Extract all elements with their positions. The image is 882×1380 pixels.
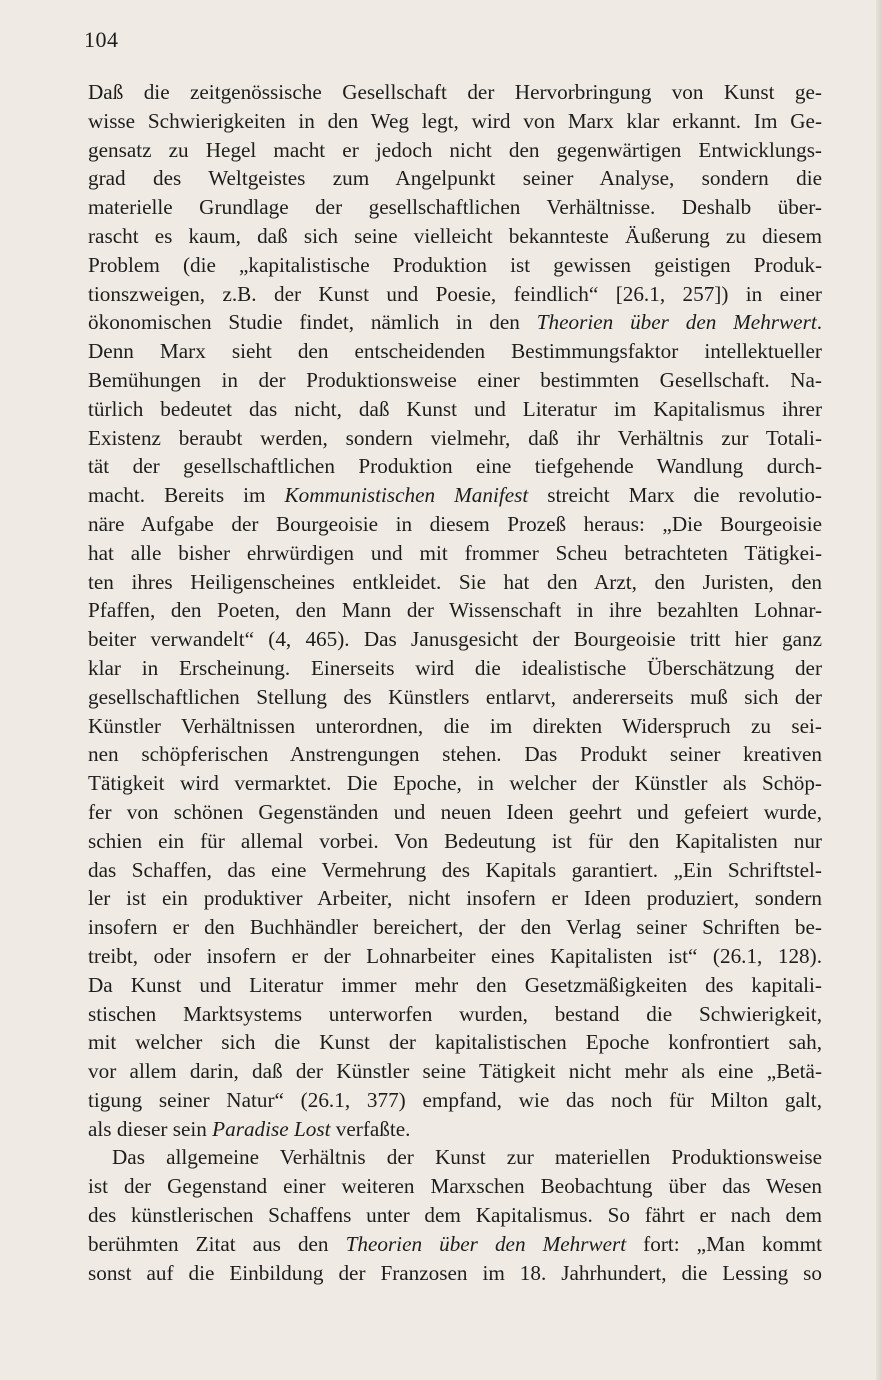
text-line: tigung seiner Natur“ (26.1, 377) empfand, wie das noch für Milton galt, — [88, 1087, 822, 1112]
text-run: streicht Marx die revolutio- — [528, 483, 822, 508]
text-line: türlich bedeutet das nicht, daß Kunst und Literatur im Kapitalismus ihrer — [88, 396, 822, 421]
book-title: Paradise Lost — [212, 1116, 331, 1141]
text-line: das Schaffen, das eine Vermehrung des Kapitals garantiert. „Ein Schriftstel- — [88, 857, 822, 882]
text-line: wisse Schwierigkeiten in den Weg legt, wird von Marx klar erkannt. Im Ge- — [88, 108, 822, 133]
text-line: klar in Erscheinung. Einerseits wird die idealistische Überschätzung der — [88, 655, 822, 680]
text-run: berühmten Zitat aus den — [88, 1231, 346, 1256]
text-line — [88, 1230, 822, 1259]
text-run: fort: „Man kommt — [626, 1231, 822, 1256]
paragraph-2 — [88, 1143, 822, 1287]
text-line: rascht es kaum, daß sich seine vielleicht bekannteste Äußerung zu diesem — [88, 223, 822, 248]
text-line: Problem (die „kapitalistische Produktion ist gewissen geistigen Produk- — [88, 252, 822, 277]
text-line: fer von schönen Gegenständen und neuen Ideen geehrt und gefeiert wurde, — [88, 799, 822, 824]
text-line: sonst auf die Einbildung der Franzosen im 18. Jahrhundert, die Lessing so — [88, 1260, 822, 1285]
text-line: treibt, oder insofern er der Lohnarbeiter eines Kapitalisten ist“ (26.1, 128). — [88, 943, 822, 968]
text-line: Denn Marx sieht den entscheidenden Bestimmungsfaktor intellektueller — [88, 339, 822, 364]
text-line: materielle Grundlage der gesellschaftlichen Verhältnisse. Deshalb über- — [88, 195, 822, 220]
text-line: ler ist ein produktiver Arbeiter, nicht insofern er Ideen produziert, sondern — [88, 886, 822, 911]
text-line: hat alle bisher ehrwürdigen und mit frommer Scheu betrachteten Tätigkei- — [88, 540, 822, 565]
text-line: gensatz zu Hegel macht er jedoch nicht den gegenwärtigen Entwicklungs- — [88, 137, 822, 162]
text-run: macht. Bereits im — [88, 483, 285, 508]
text-line: ten ihres Heiligenscheines entkleidet. Sie hat den Arzt, den Juristen, den — [88, 569, 822, 594]
page-edge — [876, 0, 882, 1380]
text-run: verfaßte. — [330, 1116, 411, 1141]
text-line: Pfaffen, den Poeten, den Mann der Wissenschaft in ihre bezahlten Lohnar- — [88, 598, 822, 623]
text-line: stischen Marktsystems unterworfen wurden, bestand die Schwierigkeit, — [88, 1001, 822, 1026]
text-line: ist der Gegenstand einer weiteren Marxschen Beobachtung über das Wesen — [88, 1174, 822, 1199]
text-line: Daß die zeitgenössische Gesellschaft der Hervorbringung von Kunst ge- — [88, 80, 822, 104]
text-line: mit welcher sich die Kunst der kapitalistischen Epoche konfrontiert sah, — [88, 1030, 822, 1055]
text-line: schien ein für allemal vorbei. Von Bedeutung ist für den Kapitalisten nur — [88, 828, 822, 853]
text-line: des künstlerischen Schaffens unter dem Kapitalismus. So fährt er nach dem — [88, 1203, 822, 1228]
text-run: als dieser sein — [88, 1116, 213, 1141]
text-line: beiter verwandelt“ (4, 465). Das Janusgesicht der Bourgeoisie tritt hier ganz — [88, 627, 822, 652]
book-title: Kommunistischen Manifest — [284, 483, 529, 508]
body-text — [88, 78, 822, 1287]
paragraph-1 — [88, 78, 822, 1143]
text-line: Künstler Verhältnissen unterordnen, die im direkten Widerspruch zu sei- — [88, 713, 822, 738]
text-line — [88, 1115, 822, 1144]
text-line — [88, 308, 822, 337]
text-line — [88, 481, 822, 510]
text-line: Das allgemeine Verhältnis der Kunst zur materiellen Produktionsweise — [112, 1145, 822, 1170]
text-line: gesellschaftlichen Stellung des Künstlers entlarvt, andererseits muß sich der — [88, 684, 822, 709]
text-line: tät der gesellschaftlichen Produktion eine tiefgehende Wandlung durch- — [88, 454, 822, 479]
text-line: Tätigkeit wird vermarktet. Die Epoche, in welcher der Künstler als Schöp- — [88, 771, 822, 796]
text-run: . — [816, 310, 822, 335]
text-line: insofern er den Buchhändler bereichert, der den Verlag seiner Schriften be- — [88, 915, 822, 940]
text-line: Existenz beraubt werden, sondern vielmehr, daß ihr Verhältnis zur Totali- — [88, 425, 822, 450]
text-line: Bemühungen in der Produktionsweise einer bestimmten Gesellschaft. Na- — [88, 367, 822, 392]
text-line: näre Aufgabe der Bourgeoisie in diesem Prozeß heraus: „Die Bourgeoisie — [88, 511, 822, 536]
text-line: tionszweigen, z.B. der Kunst und Poesie, feindlich“ [26.1, 257]) in einer — [88, 281, 822, 306]
book-title: Theorien über den Mehrwert — [536, 310, 817, 335]
page-number: 104 — [84, 27, 119, 52]
text-line: grad des Weltgeistes zum Angelpunkt seiner Analyse, sondern die — [88, 166, 822, 191]
text-line: Da Kunst und Literatur immer mehr den Gesetzmäßigkeiten des kapitali- — [88, 972, 822, 997]
book-title: Theorien über den Mehrwert — [345, 1231, 627, 1256]
text-run: ökonomischen Studie findet, nämlich in den — [88, 310, 537, 335]
text-line: nen schöpferischen Anstrengungen stehen. Das Produkt seiner kreativen — [88, 742, 822, 767]
text-line: vor allem darin, daß der Künstler seine Tätigkeit nicht mehr als eine „Betä- — [88, 1059, 822, 1084]
